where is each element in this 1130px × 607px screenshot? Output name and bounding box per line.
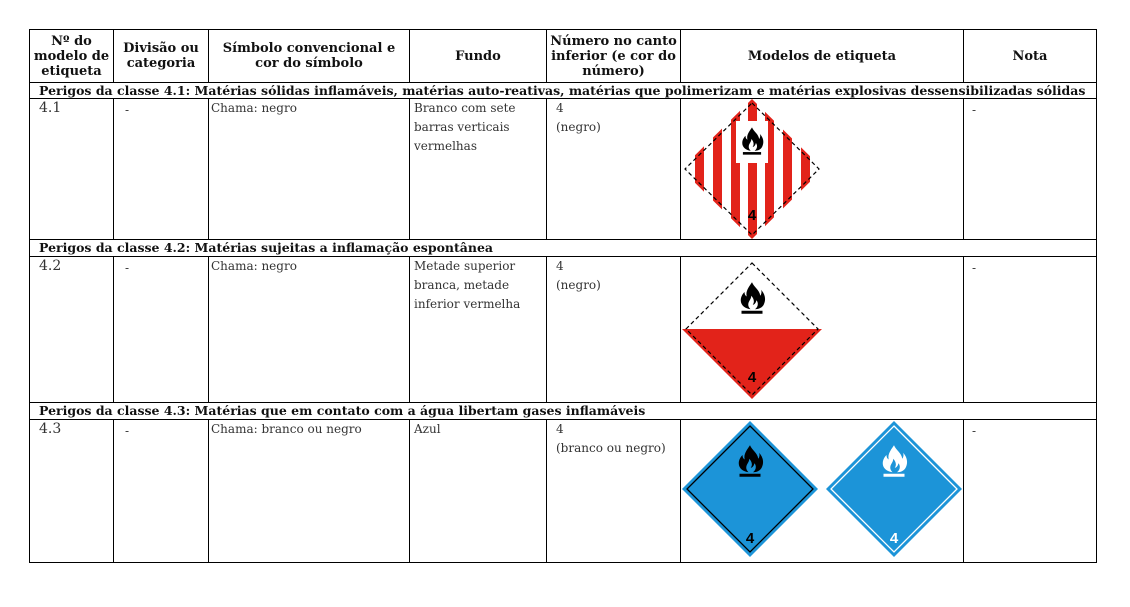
- note-value: -: [964, 420, 1097, 563]
- label-models-cell: [681, 420, 964, 563]
- class-title-row: [30, 403, 1097, 420]
- corner-number-color: (negro): [556, 278, 601, 292]
- label-number: 4: [745, 530, 755, 547]
- header-row: [30, 30, 1097, 83]
- header-label-models: Modelos de etiqueta: [681, 30, 964, 83]
- table-row: [30, 257, 1097, 403]
- class-title-row: [30, 240, 1097, 257]
- table-row: [30, 99, 1097, 240]
- division-value: -: [114, 257, 209, 403]
- corner-number-value: [547, 99, 681, 240]
- background-value: Azul: [410, 420, 547, 563]
- corner-number: 4: [556, 101, 564, 115]
- class-title-row: [30, 83, 1097, 99]
- model-number: 4.3: [30, 420, 114, 563]
- class-4-2-label: [681, 257, 824, 403]
- class-title: Perigos da classe 4.1: Matérias sólidas inflamáveis, matérias auto-reativas, matérias que polimerizam e matérias explosivas dessensibilizadas sólidas: [30, 83, 1097, 99]
- symbol-value: Chama: negro: [209, 257, 410, 403]
- label-number: 4: [889, 530, 899, 547]
- class-title: Perigos da classe 4.2: Matérias sujeitas a inflamação espontânea: [30, 240, 1097, 257]
- table-row: [30, 420, 1097, 563]
- corner-number-value: [547, 257, 681, 403]
- model-number: 4.2: [30, 257, 114, 403]
- note-value: -: [964, 99, 1097, 240]
- header-division: Divisão ou categoria: [114, 30, 209, 83]
- header-note: Nota: [964, 30, 1097, 83]
- class-4-1-label: [681, 99, 824, 240]
- header-model-no: Nº do modelo de etiqueta: [30, 30, 114, 83]
- hazard-label-table: [29, 29, 1097, 563]
- corner-number: 4: [556, 259, 564, 273]
- corner-number-color: (branco ou negro): [556, 441, 666, 455]
- symbol-value: Chama: negro: [209, 99, 410, 240]
- background-value: Metade superior branca, metade inferior vermelha: [410, 257, 547, 403]
- label-number: 4: [747, 369, 757, 386]
- class-4-3-label-black: [682, 421, 818, 557]
- model-number: 4.1: [30, 99, 114, 240]
- header-background: Fundo: [410, 30, 547, 83]
- class-4-3-label-white: [826, 421, 962, 557]
- division-value: -: [114, 420, 209, 563]
- corner-number: 4: [556, 422, 564, 436]
- corner-number-color: (negro): [556, 120, 601, 134]
- symbol-value: Chama: branco ou negro: [209, 420, 410, 563]
- note-value: -: [964, 257, 1097, 403]
- label-models-cell: [681, 257, 964, 403]
- class-title: Perigos da classe 4.3: Matérias que em contato com a água libertam gases inflamáveis: [30, 403, 1097, 420]
- label-models-cell: [681, 99, 964, 240]
- label-number: 4: [747, 207, 757, 224]
- corner-number-value: [547, 420, 681, 563]
- class-4-3-labels: [681, 420, 964, 563]
- header-symbol: Símbolo convencional e cor do símbolo: [209, 30, 410, 83]
- header-corner-number: Número no canto inferior (e cor do número): [547, 30, 681, 83]
- background-value: Branco com sete barras verticais vermelhas: [410, 99, 547, 240]
- division-value: -: [114, 99, 209, 240]
